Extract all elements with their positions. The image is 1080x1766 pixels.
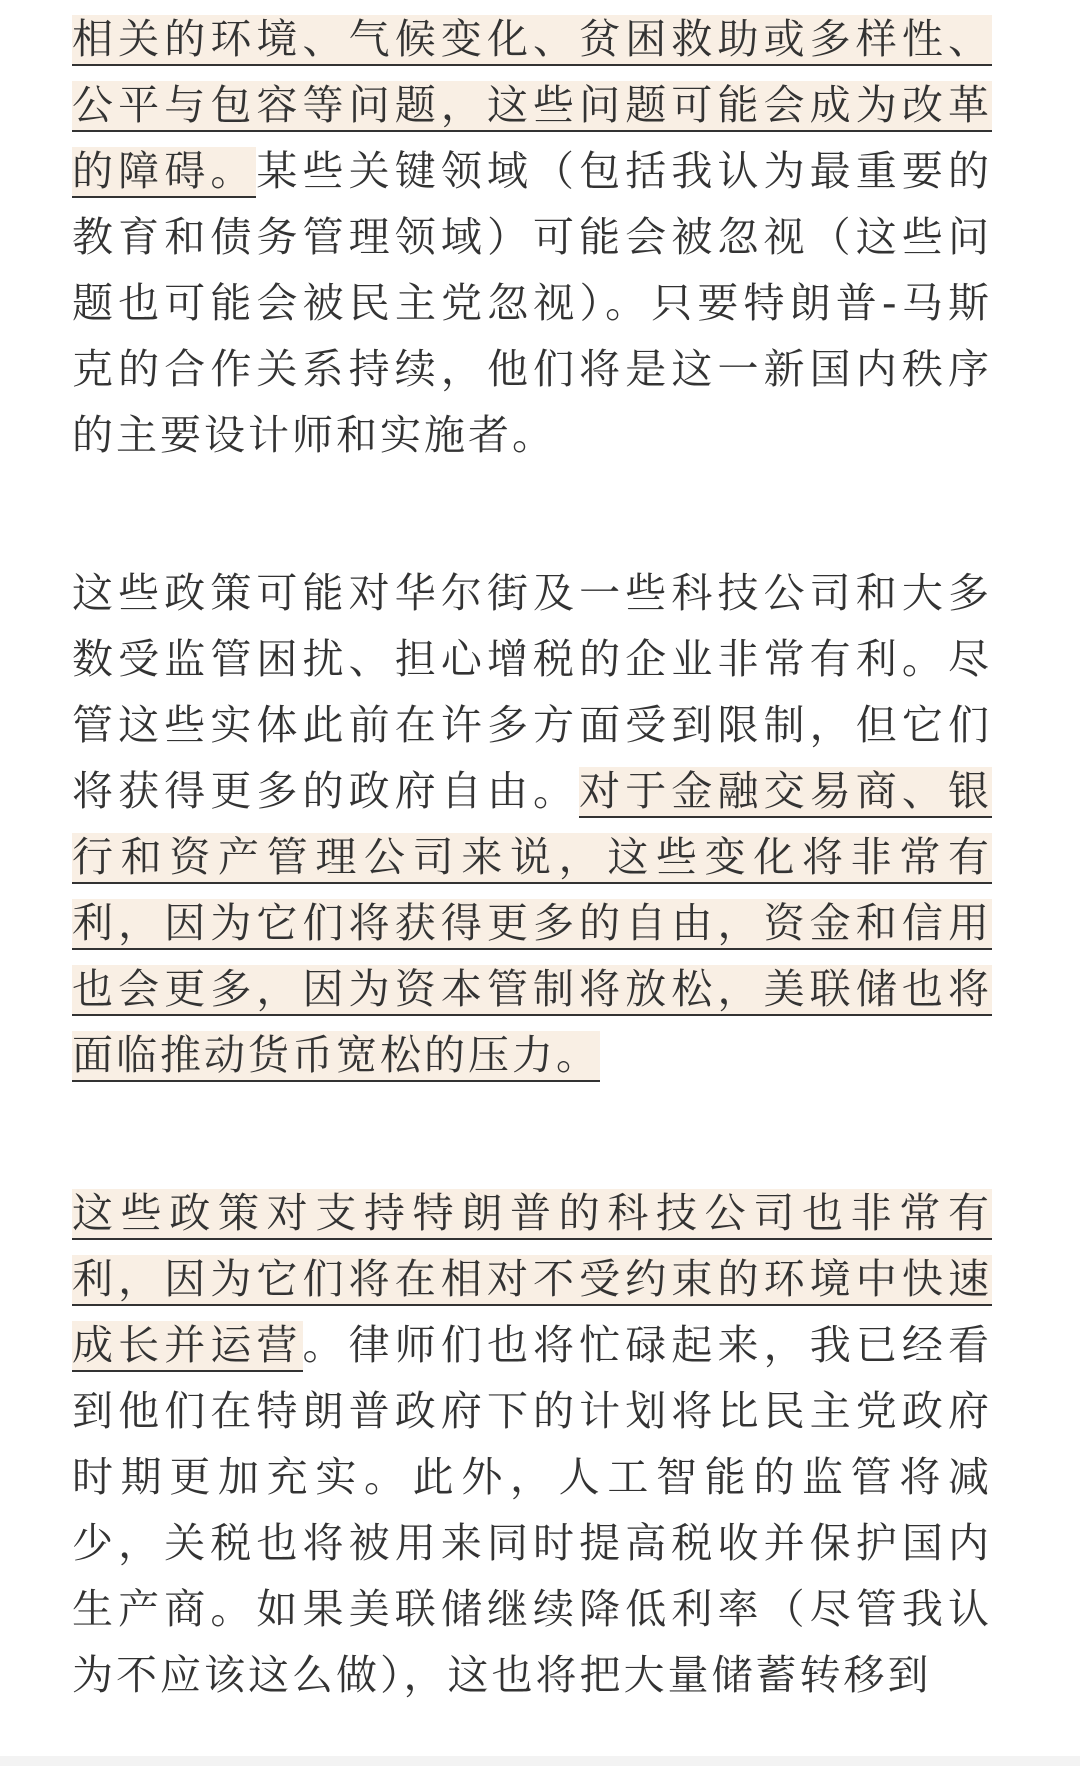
paragraph	[72, 6, 992, 468]
body-text: 某些关键领域（包括我认为最重要的教育和债务管理领域）可能会被忽视（这些问题也可能会被民主党忽视）。只要特朗普-马斯克的合作关系持续，他们将是这一新国内秩序的主要设计师和实施者。	[72, 147, 992, 459]
paragraph	[72, 1180, 992, 1708]
bottom-edge	[0, 1756, 1080, 1766]
paragraph	[72, 560, 992, 1088]
highlighted-text[interactable]: 相关的环境、气候变化、贫困救助或多样性、公平与包容等问题，这些问题可能会成为改革的障碍。	[72, 15, 992, 198]
body-text: 。律师们也将忙碌起来，我已经看到他们在特朗普政府下的计划将比民主党政府时期更加充实。此外，人工智能的监管将减少，关税也将被用来同时提高税收并保护国内生产商。如果美联储继续降低利率（尽管我认为不应该这么做），这也将把大量储蓄转移到	[72, 1321, 993, 1699]
article-body	[72, 6, 992, 1708]
highlighted-text[interactable]: 这些政策对支持特朗普的科技公司也非常有利，因为它们将在相对不受约束的环境中快速成长并运营	[72, 1189, 992, 1372]
highlighted-text[interactable]: 对于金融交易商、银行和资产管理公司来说，这些变化将非常有利，因为它们将获得更多的自由，资金和信用也会更多，因为资本管制将放松，美联储也将面临推动货币宽松的压力。	[72, 767, 992, 1082]
body-text: 这些政策可能对华尔街及一些科技公司和大多数受监管困扰、担心增税的企业非常有利。尽管这些实体此前在许多方面受到限制，但它们将获得更多的政府自由。	[72, 569, 992, 815]
